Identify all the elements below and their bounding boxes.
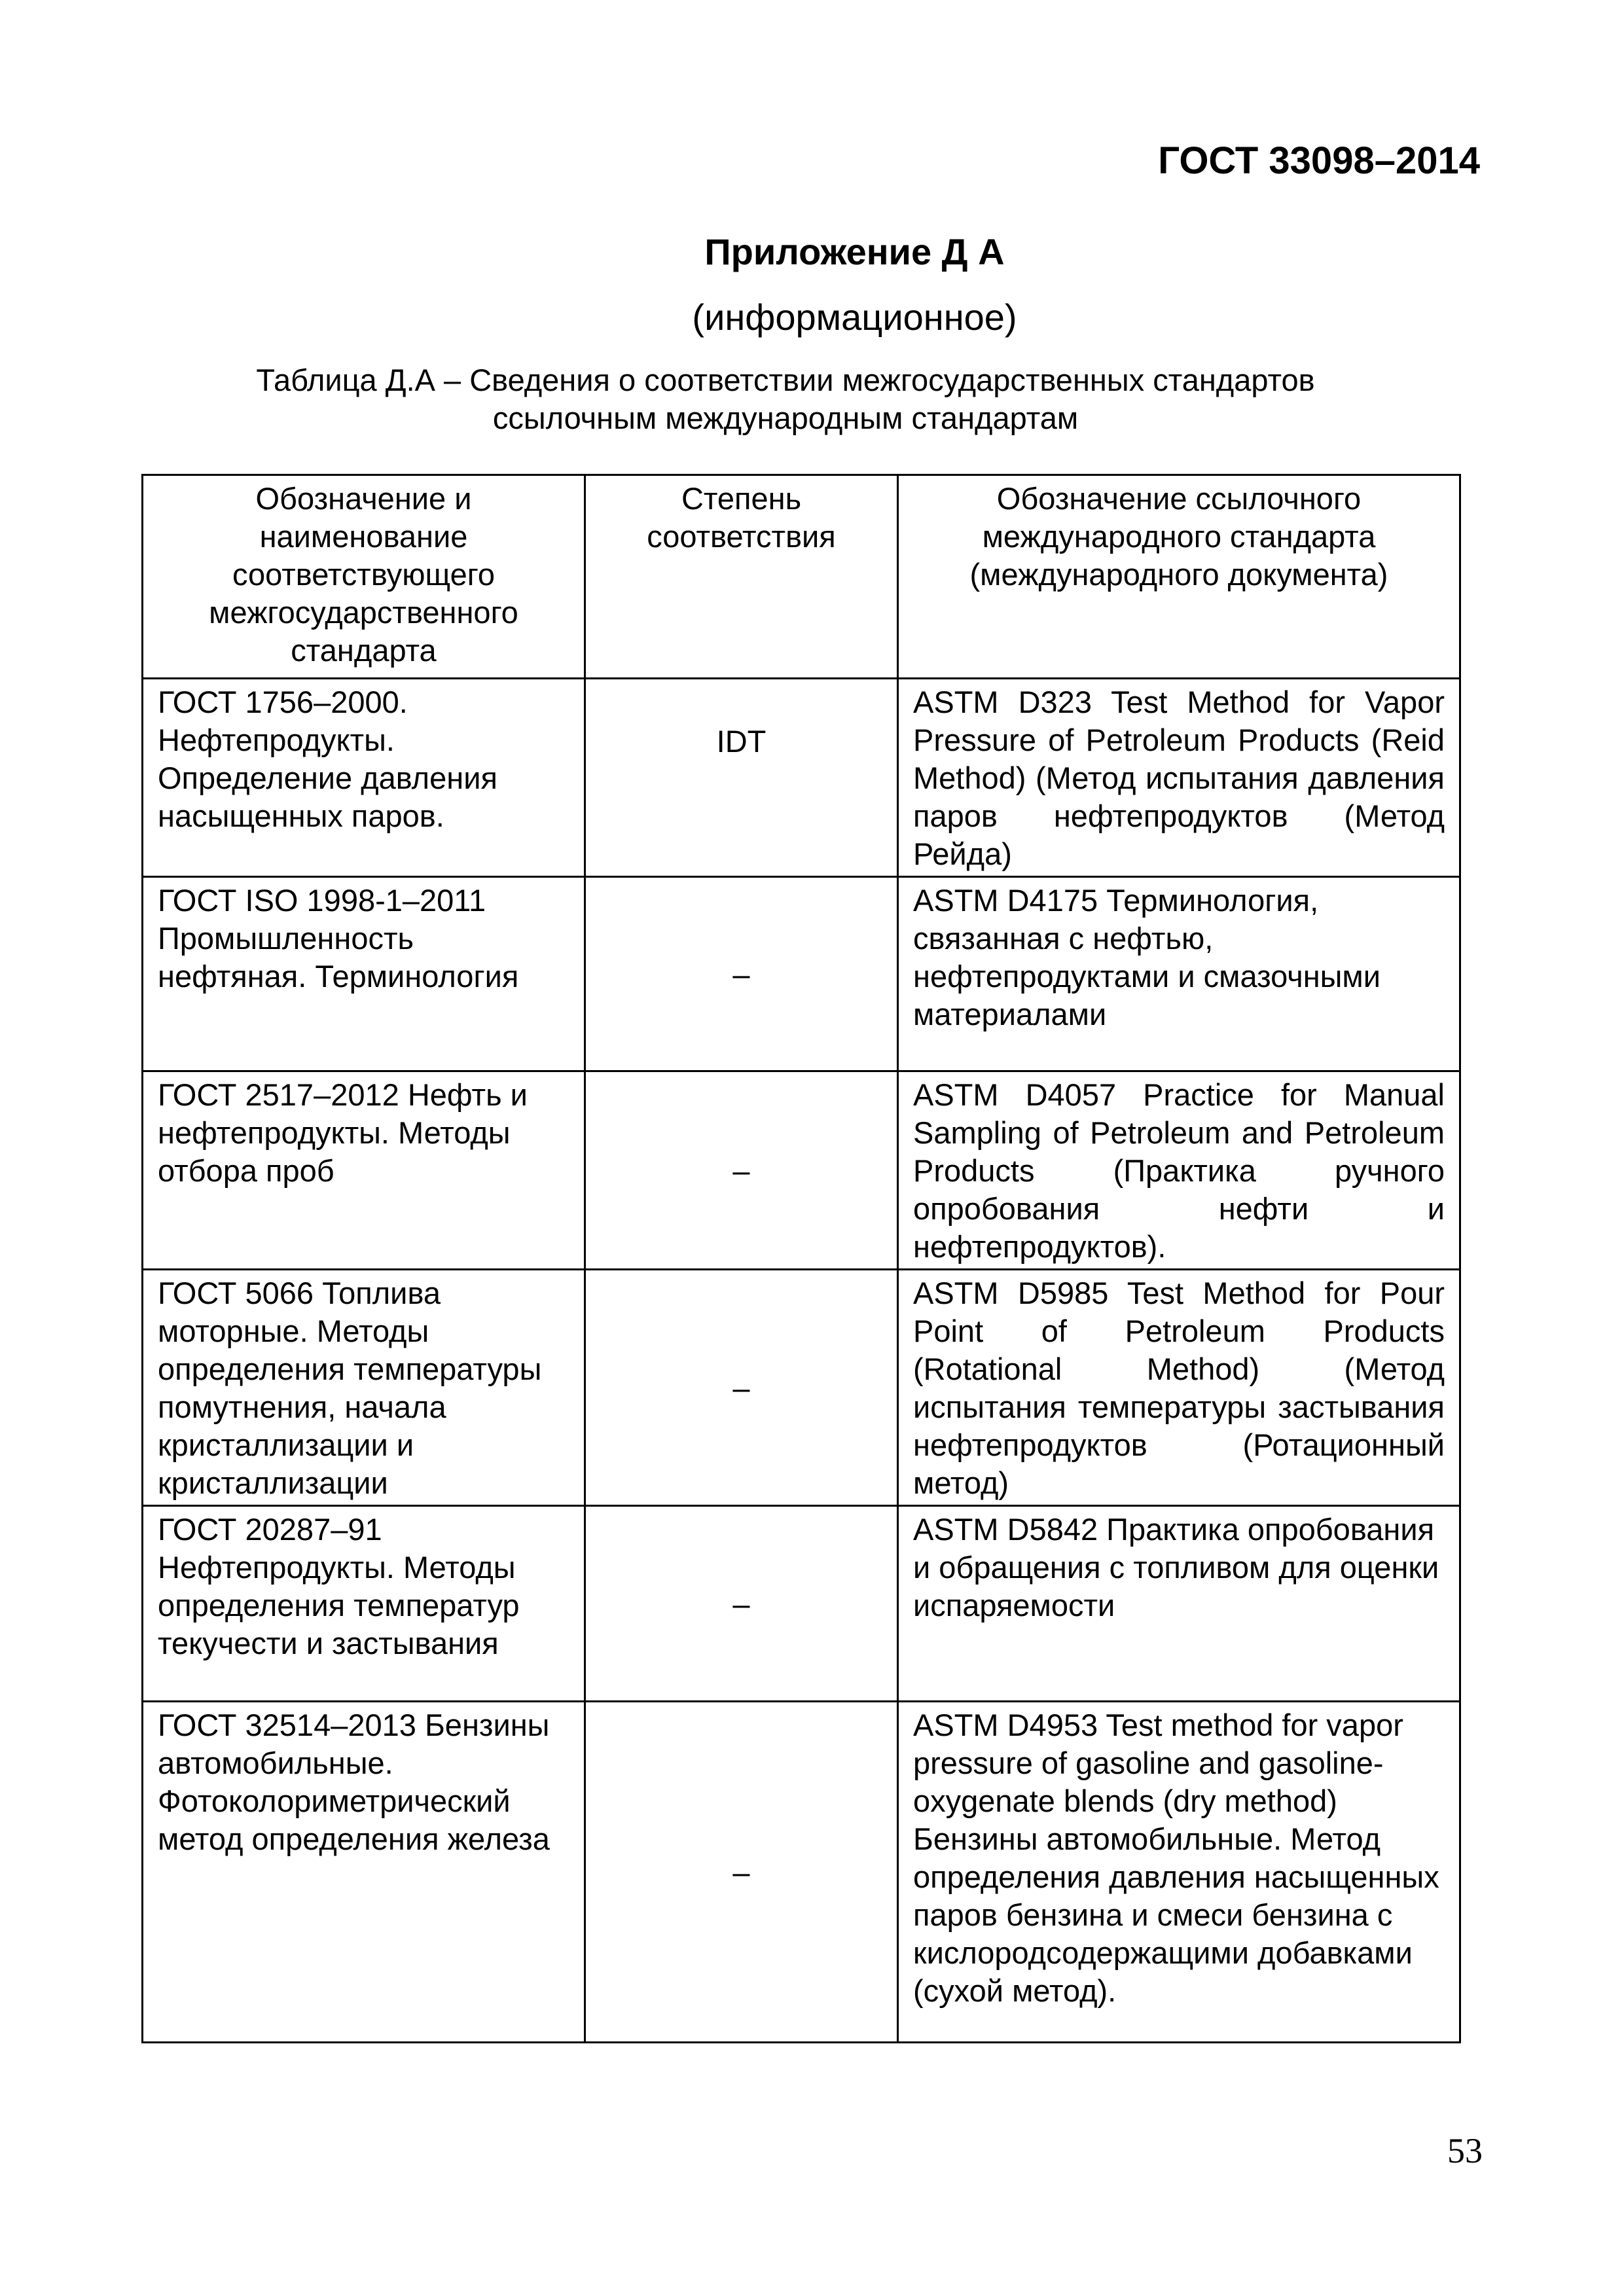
cell-gost: ГОСТ 2517–2012 Нефть и нефтепродукты. Методы отбора проб — [143, 1071, 585, 1270]
cell-degree: – — [585, 1071, 898, 1270]
document-code: ГОСТ 33098–2014 — [1158, 139, 1480, 182]
header-intl: Обозначение ссылочного международного стандарта (международного документа) — [898, 475, 1460, 679]
cell-intl: ASTM D5985 Test Method for Pour Point of Petroleum Products (Rotational Method) (Метод испытания температуры застывания нефтепродуктов (Ротационный метод) — [898, 1270, 1460, 1506]
table-row — [143, 1071, 1460, 1270]
table-caption — [216, 361, 1355, 437]
header-degree: Степень соответствия — [585, 475, 898, 679]
cell-degree: IDT — [585, 679, 898, 877]
page-number: 53 — [1447, 2131, 1483, 2170]
table-row — [143, 679, 1460, 877]
table-row — [143, 1702, 1460, 2043]
appendix-kind: (информационное) — [692, 296, 1017, 338]
table-caption-line1: Таблица Д.А – Сведения о соответствии межгосударственных стандартов — [256, 363, 1315, 397]
cell-gost: ГОСТ 20287–91 Нефтепродукты. Методы определения температур текучести и застывания — [143, 1506, 585, 1702]
cell-gost: ГОСТ ISO 1998-1–2011 Промышленность нефтяная. Терминология — [143, 877, 585, 1071]
table-row — [143, 877, 1460, 1071]
cell-degree: – — [585, 1702, 898, 2043]
table-caption-line2: ссылочным международным стандартам — [492, 401, 1079, 435]
cell-degree: – — [585, 877, 898, 1071]
cell-intl: ASTM D4057 Practice for Manual Sampling of Petroleum and Petroleum Products (Практика ручного опробования нефти и нефтепродуктов). — [898, 1071, 1460, 1270]
cell-intl: ASTM D5842 Практика опробования и обращения с топливом для оценки испаряемости — [898, 1506, 1460, 1702]
cell-intl: ASTM D323 Test Method for Vapor Pressure of Petroleum Products (Reid Method) (Метод испытания давления паров нефтепродуктов (Метод Рейда) — [898, 679, 1460, 877]
cell-degree: – — [585, 1506, 898, 1702]
table-row — [143, 1270, 1460, 1506]
cell-intl: ASTM D4953 Test method for vapor pressure of gasoline and gasoline-oxygenate blends (dry method) Бензины автомобильные. Метод определения давления насыщенных паров бензина и смеси бензина с кислородсодержащими добавками (сухой метод). — [898, 1702, 1460, 2043]
cell-intl: ASTM D4175 Терминология, связанная с нефтью, нефтепродуктами и смазочными материалами — [898, 877, 1460, 1071]
header-gost: Обозначение и наименование соответствующего межгосударственного стандарта — [143, 475, 585, 679]
appendix-title: Приложение Д А — [704, 231, 1005, 272]
cell-gost: ГОСТ 1756–2000. Нефтепродукты. Определение давления насыщенных паров. — [143, 679, 585, 877]
cell-degree: – — [585, 1270, 898, 1506]
cell-gost: ГОСТ 5066 Топлива моторные. Методы определения температуры помутнения, начала кристаллизации и кристаллизации — [143, 1270, 585, 1506]
table-header-row — [143, 475, 1460, 679]
table-row — [143, 1506, 1460, 1702]
cell-gost: ГОСТ 32514–2013 Бензины автомобильные. Фотоколориметрический метод определения железа — [143, 1702, 585, 2043]
correspondence-table — [141, 474, 1461, 2043]
